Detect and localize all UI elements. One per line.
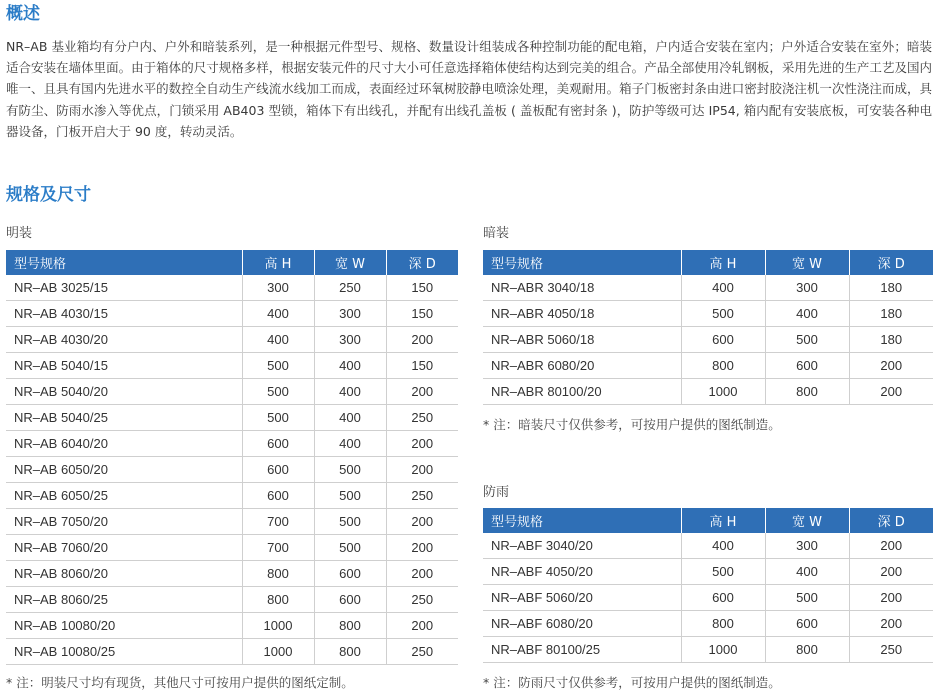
- cell-depth: 200: [386, 509, 458, 535]
- cell-height: 300: [242, 275, 314, 301]
- cell-width: 600: [765, 611, 849, 637]
- cell-depth: 200: [849, 533, 933, 559]
- cell-height: 400: [681, 533, 765, 559]
- cell-depth: 150: [386, 353, 458, 379]
- cell-width: 500: [314, 535, 386, 561]
- cell-model: NR–ABR 5060/18: [483, 327, 681, 353]
- cell-height: 600: [242, 483, 314, 509]
- header-height: 高 H: [681, 250, 765, 275]
- surface-label: 明装: [6, 226, 33, 241]
- cell-depth: 250: [386, 587, 458, 613]
- cell-width: 500: [314, 483, 386, 509]
- cell-height: 600: [681, 327, 765, 353]
- cell-width: 500: [765, 585, 849, 611]
- overview-title: 概述: [6, 4, 40, 24]
- rainproof-spec-table: [483, 508, 933, 663]
- header-width: 宽 W: [314, 250, 386, 275]
- table-row: [6, 431, 458, 457]
- cell-width: 400: [314, 379, 386, 405]
- table-row: [6, 561, 458, 587]
- header-depth: 深 D: [386, 250, 458, 275]
- cell-width: 600: [314, 561, 386, 587]
- table-row: [6, 613, 458, 639]
- spec-title: 规格及尺寸: [6, 185, 91, 205]
- table-row: [483, 379, 933, 405]
- cell-depth: 200: [386, 327, 458, 353]
- cell-model: NR–ABF 5060/20: [483, 585, 681, 611]
- concealed-label: 暗装: [483, 226, 510, 241]
- cell-depth: 200: [849, 379, 933, 405]
- table-row: [483, 301, 933, 327]
- table-header-row: [483, 250, 933, 275]
- cell-model: NR–ABF 6080/20: [483, 611, 681, 637]
- cell-model: NR–AB 3025/15: [6, 275, 242, 301]
- cell-width: 300: [765, 533, 849, 559]
- cell-depth: 200: [386, 535, 458, 561]
- header-model: 型号规格: [6, 250, 242, 275]
- cell-depth: 200: [386, 561, 458, 587]
- cell-height: 700: [242, 535, 314, 561]
- cell-model: NR–AB 6050/20: [6, 457, 242, 483]
- table-row: [483, 637, 933, 663]
- cell-depth: 200: [849, 585, 933, 611]
- cell-depth: 200: [849, 611, 933, 637]
- cell-width: 500: [314, 457, 386, 483]
- cell-depth: 250: [849, 637, 933, 663]
- table-row: [483, 559, 933, 585]
- cell-height: 700: [242, 509, 314, 535]
- cell-model: NR–AB 5040/15: [6, 353, 242, 379]
- cell-depth: 250: [386, 639, 458, 665]
- cell-depth: 200: [849, 559, 933, 585]
- cell-model: NR–AB 8060/20: [6, 561, 242, 587]
- cell-width: 300: [314, 301, 386, 327]
- overview-text: NR–AB 基业箱均有分户内、户外和暗装系列，是一种根据元件型号、规格、数量设计组装成各种控制功能的配电箱，户内适合安装在室内；户外适合安装在室外；暗装适合安装在墙体里面。由于箱体的尺寸规格多样，根据安装元件的尺寸大小可任意选择箱体使结构达到完美的组合。产品全部使用冷轧钢板，采用先进的生产工艺及国内唯一、且具有国内先进水平的数控全自动生产线流水线加工而成，表面经过环氧树胶静电喷涂处理，美观耐用。箱子门板密封条由进口密封胶浇注机一次性浇注而成，具有防尘、防雨水渗入等优点，门锁采用 AB403 型锁，箱体下有出线孔，并配有出线孔盖板 ( 盖板配有密封条 )，防护等级可达 IP54, 箱内配有安装底板，可安装各种电器设备，门板开启大于 90 度，转动灵活。: [6, 39, 932, 139]
- rainproof-note: * 注：防雨尺寸仅供参考，可按用户提供的图纸制造。: [483, 675, 781, 690]
- cell-height: 1000: [242, 613, 314, 639]
- table-row: [483, 611, 933, 637]
- cell-model: NR–AB 4030/20: [6, 327, 242, 353]
- cell-width: 800: [314, 639, 386, 665]
- header-width: 宽 W: [765, 250, 849, 275]
- cell-height: 800: [242, 561, 314, 587]
- cell-model: NR–ABR 3040/18: [483, 275, 681, 301]
- concealed-spec-table: [483, 250, 933, 405]
- cell-height: 500: [681, 301, 765, 327]
- cell-model: NR–AB 7060/20: [6, 535, 242, 561]
- cell-height: 1000: [681, 637, 765, 663]
- cell-model: NR–AB 7050/20: [6, 509, 242, 535]
- cell-height: 400: [681, 275, 765, 301]
- cell-height: 500: [681, 559, 765, 585]
- table-row: [483, 585, 933, 611]
- cell-height: 800: [681, 353, 765, 379]
- cell-width: 300: [314, 327, 386, 353]
- cell-model: NR–AB 8060/25: [6, 587, 242, 613]
- cell-width: 400: [314, 405, 386, 431]
- surface-note: * 注：明装尺寸均有现货，其他尺寸可按用户提供的图纸定制。: [6, 675, 354, 690]
- concealed-note: * 注：暗装尺寸仅供参考，可按用户提供的图纸制造。: [483, 417, 781, 432]
- cell-width: 800: [765, 637, 849, 663]
- cell-depth: 200: [386, 457, 458, 483]
- cell-width: 600: [765, 353, 849, 379]
- cell-model: NR–AB 10080/20: [6, 613, 242, 639]
- cell-width: 600: [314, 587, 386, 613]
- header-width: 宽 W: [765, 508, 849, 533]
- cell-height: 800: [242, 587, 314, 613]
- table-row: [6, 457, 458, 483]
- table-row: [6, 301, 458, 327]
- cell-depth: 200: [849, 353, 933, 379]
- header-depth: 深 D: [849, 250, 933, 275]
- cell-depth: 250: [386, 405, 458, 431]
- cell-height: 1000: [681, 379, 765, 405]
- cell-depth: 150: [386, 301, 458, 327]
- cell-width: 400: [314, 431, 386, 457]
- cell-height: 600: [242, 431, 314, 457]
- table-row: [6, 275, 458, 301]
- header-model: 型号规格: [483, 250, 681, 275]
- cell-height: 800: [681, 611, 765, 637]
- cell-width: 500: [765, 327, 849, 353]
- cell-width: 800: [314, 613, 386, 639]
- cell-model: NR–ABF 80100/25: [483, 637, 681, 663]
- cell-model: NR–AB 6040/20: [6, 431, 242, 457]
- cell-depth: 180: [849, 327, 933, 353]
- cell-depth: 250: [386, 483, 458, 509]
- cell-model: NR–AB 4030/15: [6, 301, 242, 327]
- cell-height: 500: [242, 405, 314, 431]
- cell-model: NR–AB 5040/25: [6, 405, 242, 431]
- cell-depth: 150: [386, 275, 458, 301]
- cell-height: 500: [242, 353, 314, 379]
- cell-model: NR–ABR 4050/18: [483, 301, 681, 327]
- cell-width: 500: [314, 509, 386, 535]
- table-row: [6, 587, 458, 613]
- cell-depth: 180: [849, 301, 933, 327]
- table-row: [6, 483, 458, 509]
- cell-model: NR–AB 10080/25: [6, 639, 242, 665]
- table-row: [6, 535, 458, 561]
- cell-model: NR–ABF 4050/20: [483, 559, 681, 585]
- cell-height: 1000: [242, 639, 314, 665]
- cell-model: NR–ABR 6080/20: [483, 353, 681, 379]
- table-row: [6, 327, 458, 353]
- cell-height: 400: [242, 301, 314, 327]
- cell-height: 600: [242, 457, 314, 483]
- table-header-row: [483, 508, 933, 533]
- header-height: 高 H: [242, 250, 314, 275]
- cell-width: 400: [765, 301, 849, 327]
- cell-width: 400: [314, 353, 386, 379]
- header-depth: 深 D: [849, 508, 933, 533]
- table-row: [6, 379, 458, 405]
- cell-depth: 200: [386, 379, 458, 405]
- cell-depth: 180: [849, 275, 933, 301]
- table-row: [483, 327, 933, 353]
- cell-model: NR–ABF 3040/20: [483, 533, 681, 559]
- table-row: [6, 639, 458, 665]
- rainproof-label: 防雨: [483, 485, 510, 500]
- cell-width: 800: [765, 379, 849, 405]
- cell-model: NR–ABR 80100/20: [483, 379, 681, 405]
- header-height: 高 H: [681, 508, 765, 533]
- cell-depth: 200: [386, 613, 458, 639]
- table-row: [483, 533, 933, 559]
- cell-model: NR–AB 5040/20: [6, 379, 242, 405]
- cell-width: 400: [765, 559, 849, 585]
- table-row: [6, 405, 458, 431]
- cell-width: 300: [765, 275, 849, 301]
- table-row: [483, 275, 933, 301]
- cell-depth: 200: [386, 431, 458, 457]
- table-row: [483, 353, 933, 379]
- cell-height: 400: [242, 327, 314, 353]
- table-header-row: [6, 250, 458, 275]
- header-model: 型号规格: [483, 508, 681, 533]
- cell-height: 500: [242, 379, 314, 405]
- cell-model: NR–AB 6050/25: [6, 483, 242, 509]
- table-row: [6, 353, 458, 379]
- surface-spec-table: [6, 250, 458, 665]
- cell-height: 600: [681, 585, 765, 611]
- cell-width: 250: [314, 275, 386, 301]
- table-row: [6, 509, 458, 535]
